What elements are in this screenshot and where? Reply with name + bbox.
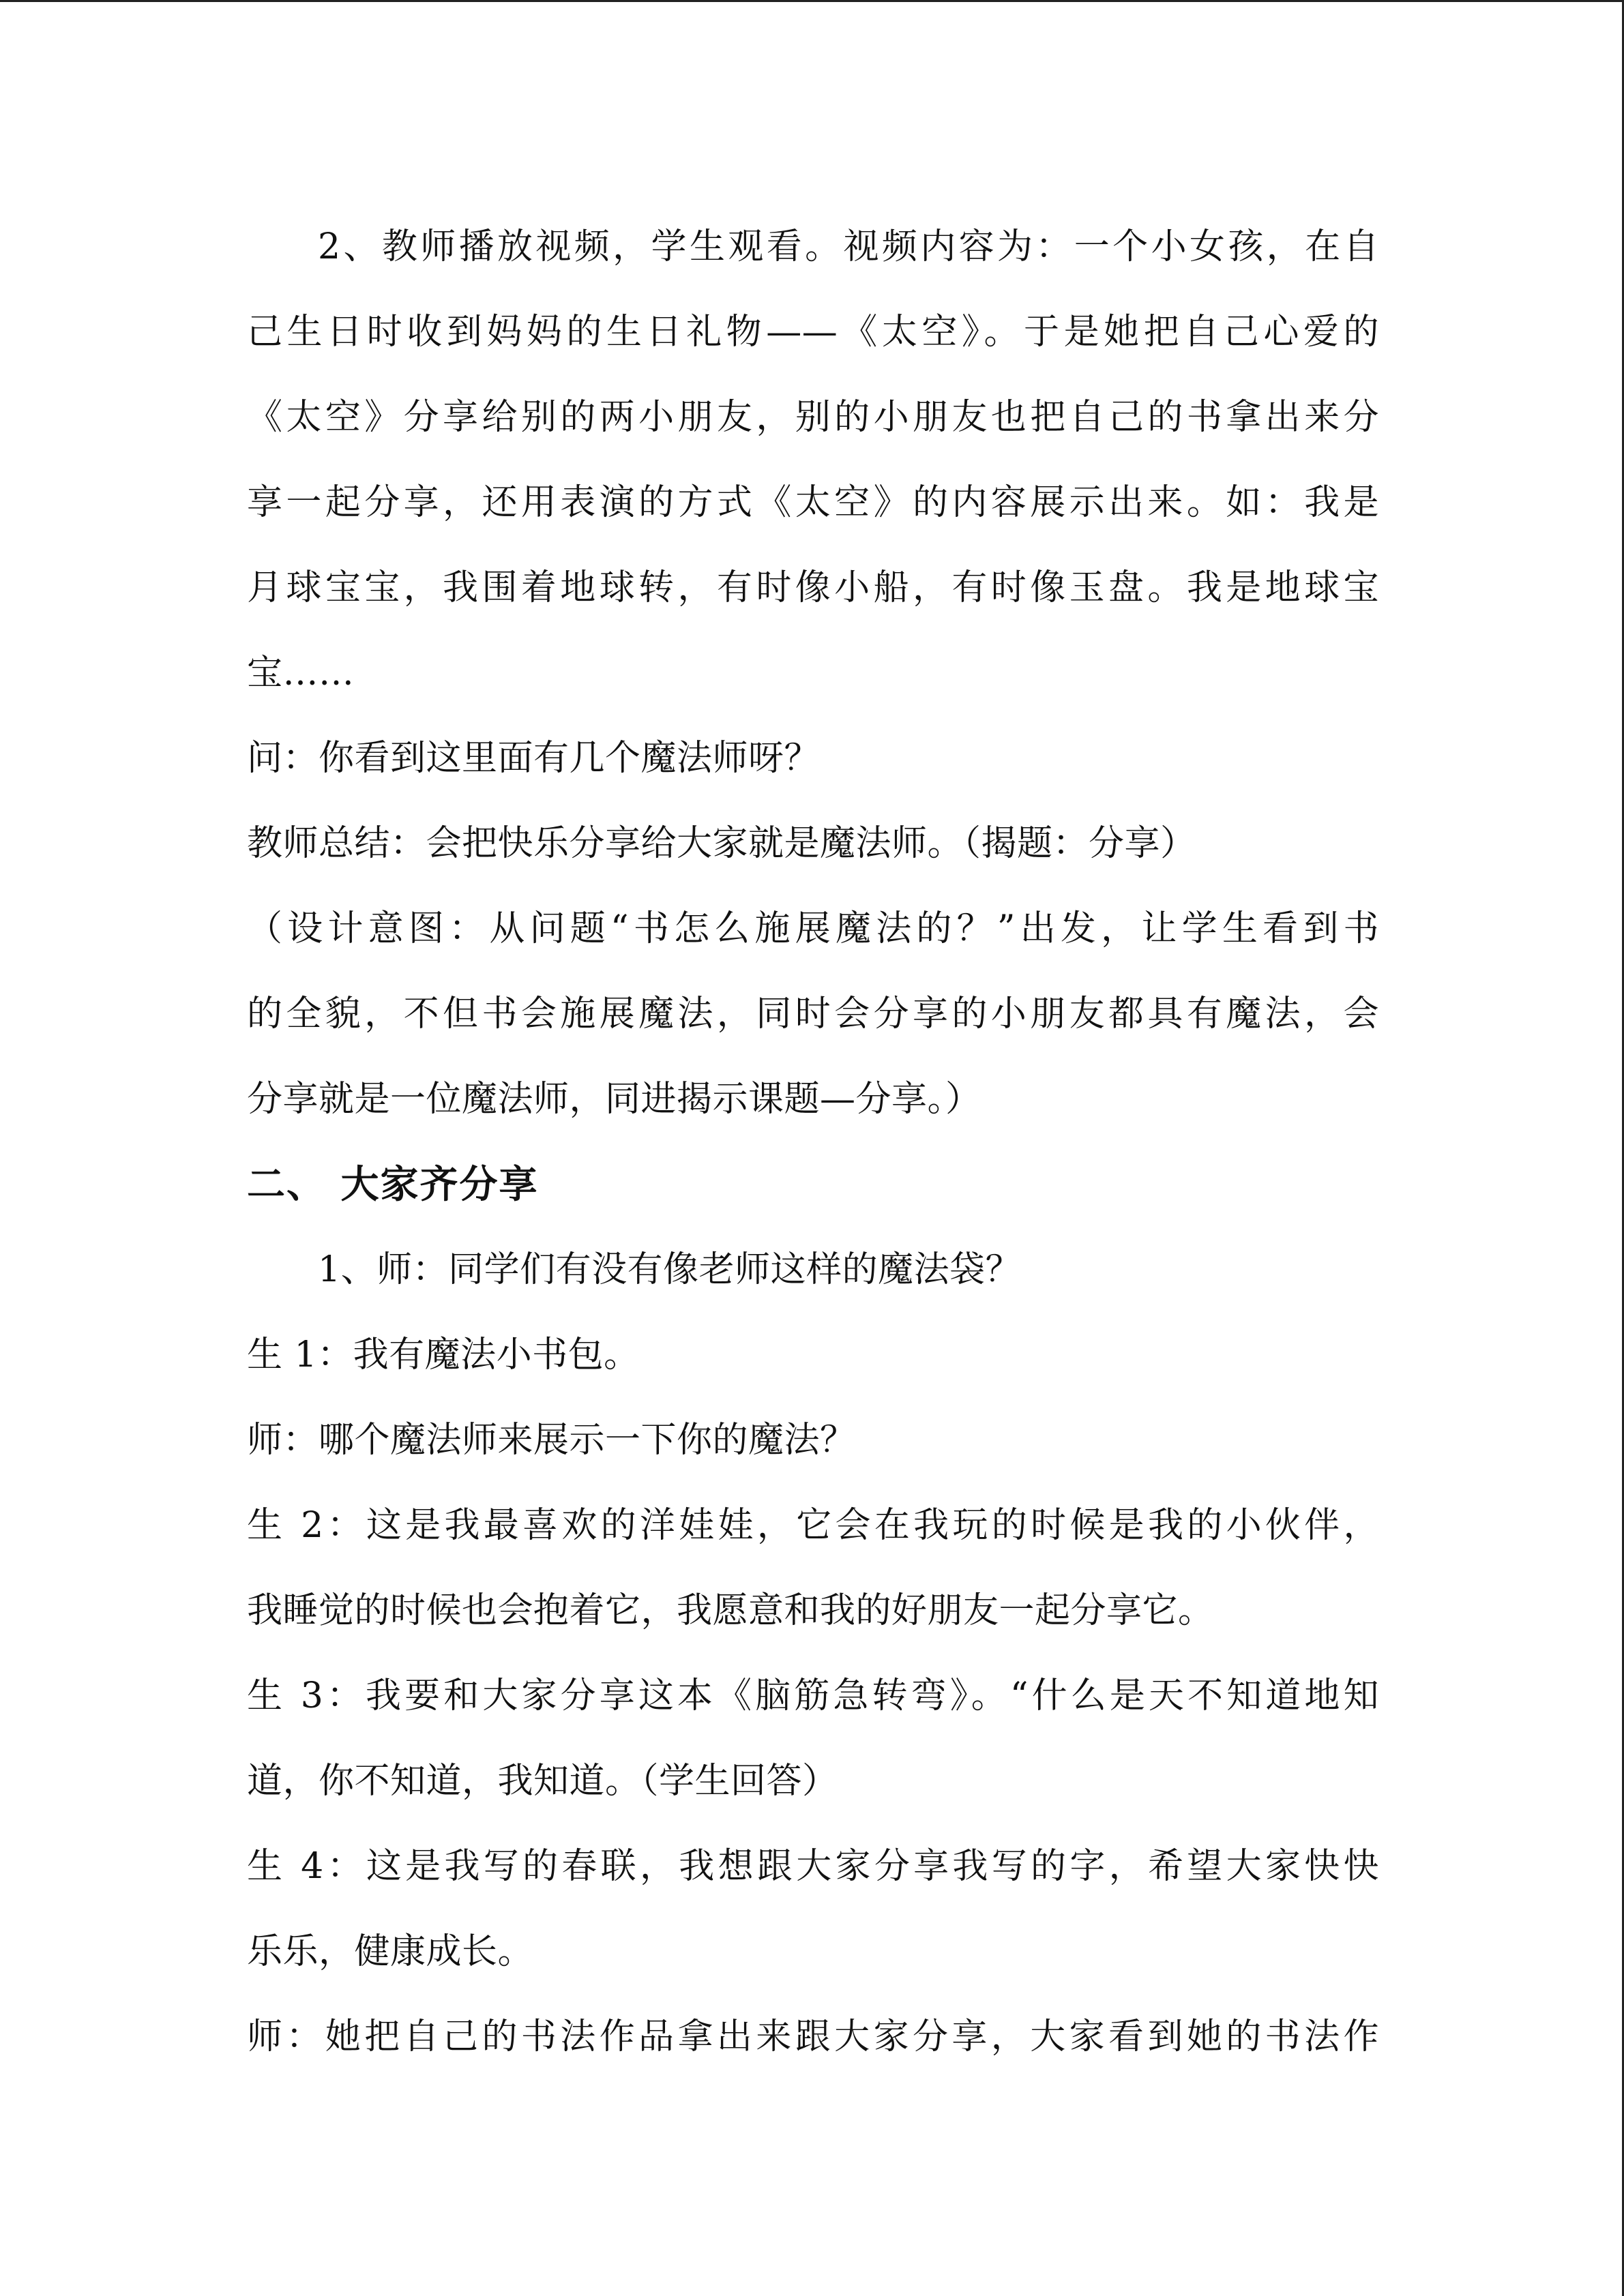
paragraph-line: 享一起分享，还用表演的方式《太空》的内容展示出来。如：我是 (247, 482, 1379, 523)
page-top-border (0, 0, 1624, 2)
paragraph-line: 己生日时收到妈妈的生日礼物——《太空》。于是她把自己心爱的 (247, 312, 1379, 353)
paragraph-line: 《太空》分享给别的两小朋友，别的小朋友也把自己的书拿出来分 (247, 397, 1379, 438)
paragraph-line: 道，你不知道，我知道。（学生回答） (247, 1761, 838, 1802)
paragraph-line: （设计意图：从问题“书怎么施展魔法的？”出发，让学生看到书 (247, 908, 1379, 949)
paragraph-line: 乐乐，健康成长。 (247, 1931, 534, 1972)
paragraph-line: 的全貌，不但书会施展魔法，同时会分享的小朋友都具有魔法，会 (247, 994, 1379, 1034)
paragraph-line: 师：她把自己的书法作品拿出来跟大家分享，大家看到她的书法作 (247, 2016, 1379, 2057)
document-body (247, 205, 1379, 2080)
paragraph-line: 生 4：这是我写的春联，我想跟大家分享我写的字，希望大家快快 (247, 1846, 1379, 1887)
paragraph-line: 生 3：我要和大家分享这本《脑筋急转弯》。“什么是天不知道地知 (247, 1675, 1379, 1716)
paragraph-line: 宝…… (247, 653, 355, 694)
paragraph-line: 分享就是一位魔法师，同进揭示课题—分享。） (247, 1079, 981, 1120)
paragraph-line: 问：你看到这里面有几个魔法师呀？ (247, 738, 821, 779)
paragraph-line: 1、师：同学们有没有像老师这样的魔法袋？ (318, 1249, 1022, 1290)
section-heading: 二、 大家齐分享 (247, 1162, 539, 1207)
paragraph-line: 师：哪个魔法师来展示一下你的魔法？ (247, 1420, 856, 1461)
paragraph-line: 生 2：这是我最喜欢的洋娃娃，它会在我玩的时候是我的小伙伴， (247, 1505, 1379, 1546)
paragraph-line: 生 1：我有魔法小书包。 (247, 1335, 640, 1375)
paragraph-line: 我睡觉的时候也会抱着它，我愿意和我的好朋友一起分享它。 (247, 1590, 1214, 1631)
paragraph-line: 月球宝宝，我围着地球转，有时像小船，有时像玉盘。我是地球宝 (247, 567, 1379, 608)
paragraph-line: 教师总结：会把快乐分享给大家就是魔法师。（揭题：分享） (247, 823, 1196, 864)
paragraph-line: 2、教师播放视频，学生观看。视频内容为：一个小女孩，在自 (318, 226, 1379, 267)
